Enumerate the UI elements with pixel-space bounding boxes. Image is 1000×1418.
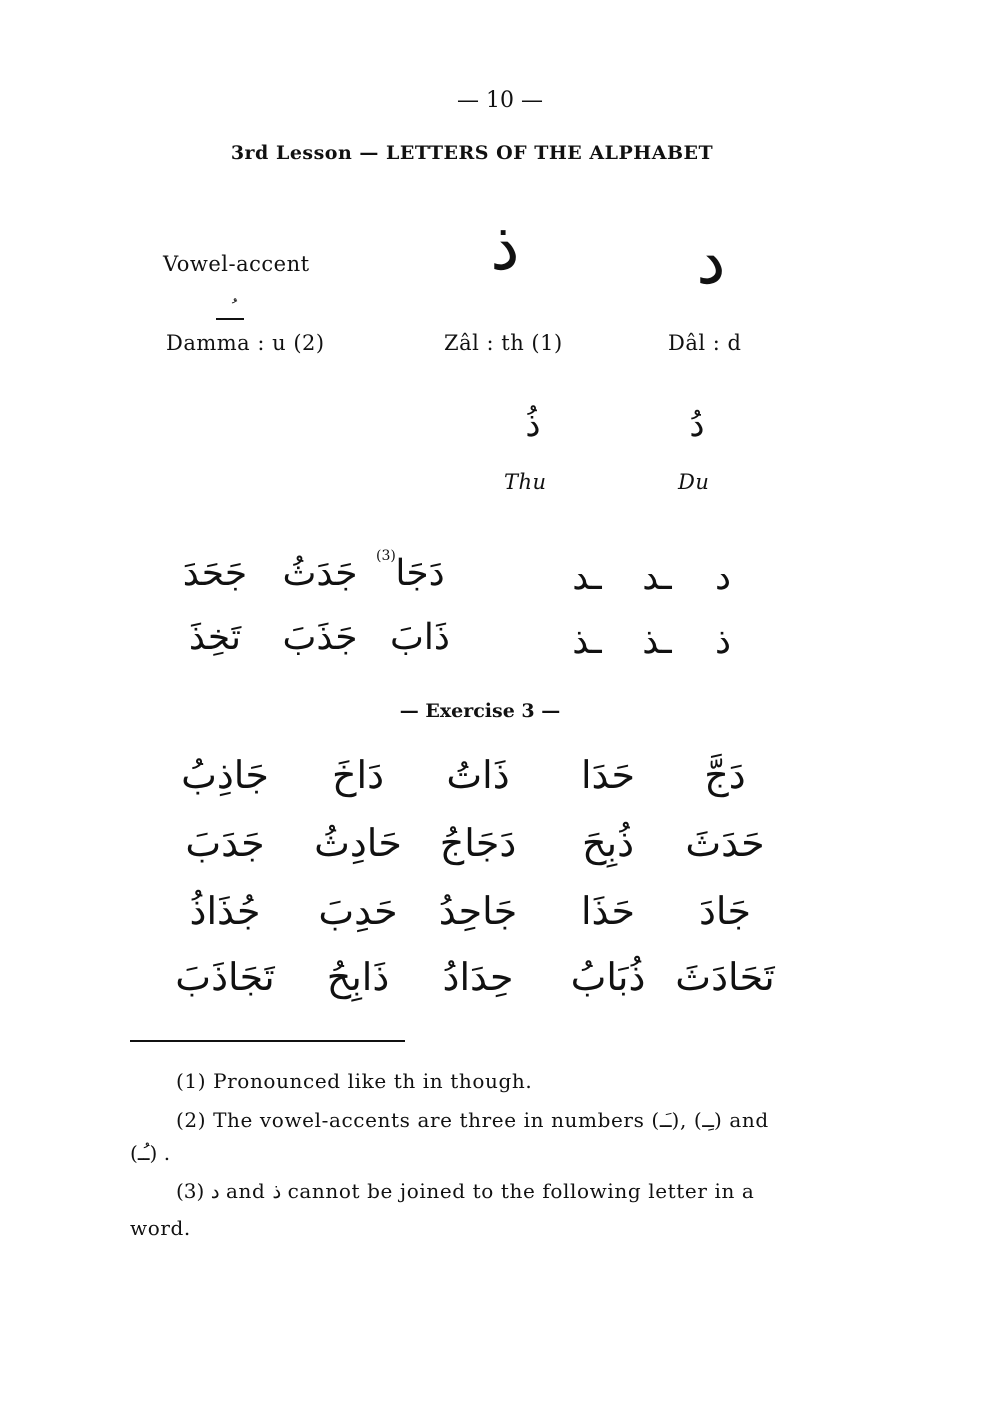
exercise-word: حَادِثُ [314,821,402,865]
exercise-word: جُذَاذُ [189,889,261,933]
word-row2-col1: تَخِذَ [188,617,242,658]
footnote-3-line1: (3) د and ذ cannot be joined to the following letter in a [176,1179,755,1203]
exercise-word: دَجَّ [704,753,746,797]
exercise-word: ذَاتُ [446,753,510,797]
dal-label: Dâl : d [668,331,742,355]
exercise-word: ذُبَابُ [570,955,646,999]
exercise-word: جَادَ [699,889,751,933]
lesson-title: 3rd Lesson — LETTERS OF THE ALPHABET [230,142,714,164]
exercise-word: حَدَثَ [685,821,765,865]
exercise-word: جَاذِبُ [181,753,269,797]
footnote-2-line2: (ـُـ) . [130,1141,171,1165]
letter-form-d-medial: ـد [642,557,672,598]
exercise-word: جَاحِدُ [438,889,518,933]
letter-form-z-isolated: ذ [714,621,732,662]
letter-form-d-isolated: د [714,557,732,598]
exercise-word: دَجَاجُ [439,821,517,865]
zal-label: Zâl : th (1) [444,331,563,355]
vowel-accent-label: Vowel-accent [163,252,310,276]
syllable-thu-arabic: ذُ [525,405,541,445]
word-row1-col3: دَجَا [395,553,445,594]
exercise-word: حَدَا [581,753,635,797]
word-row2-col3: ذَابَ [390,617,450,658]
exercise-title: — Exercise 3 — [399,700,561,722]
syllable-du-arabic: دُ [689,405,705,445]
footnote-2-line1: (2) The vowel-accents are three in numbers (ـَـ), (ـِـ) and [176,1108,769,1132]
word-row2-col2: جَذَبَ [282,617,358,658]
exercise-word: تَحَادَثَ [675,955,775,999]
exercise-word: جَدَبَ [185,821,265,865]
letter-form-d-final: ـد [572,557,602,598]
exercise-word: حَذَا [581,889,635,933]
footnote-ref-3: (3) [376,548,396,564]
footnote-1: (1) Pronounced like th in though. [176,1069,533,1093]
letter-form-z-medial: ـذ [642,621,672,662]
word-row1-col2: جَدَثُ [282,553,358,594]
footnote-divider [130,1040,405,1042]
exercise-word: ذَابِحُ [326,955,390,999]
page-number: — 10 — [457,88,543,113]
damma-label: Damma : u (2) [166,331,325,355]
syllable-du-translit: Du [678,470,710,494]
damma-mark [216,300,244,320]
zal-letter: ذ [490,208,520,285]
dal-letter: د [696,222,726,299]
exercise-word: حَدِبَ [318,889,398,933]
exercise-word: دَاخَ [331,753,384,797]
word-row1-col1: جَحَدَ [182,553,248,594]
letter-form-z-final: ـذ [572,621,602,662]
exercise-word: تَجَاذَبَ [175,955,275,999]
exercise-word: ذُبِحَ [581,821,635,865]
footnote-3-line2: word. [130,1216,191,1240]
exercise-word: حِدَادُ [442,955,514,999]
syllable-thu-translit: Thu [504,470,547,494]
